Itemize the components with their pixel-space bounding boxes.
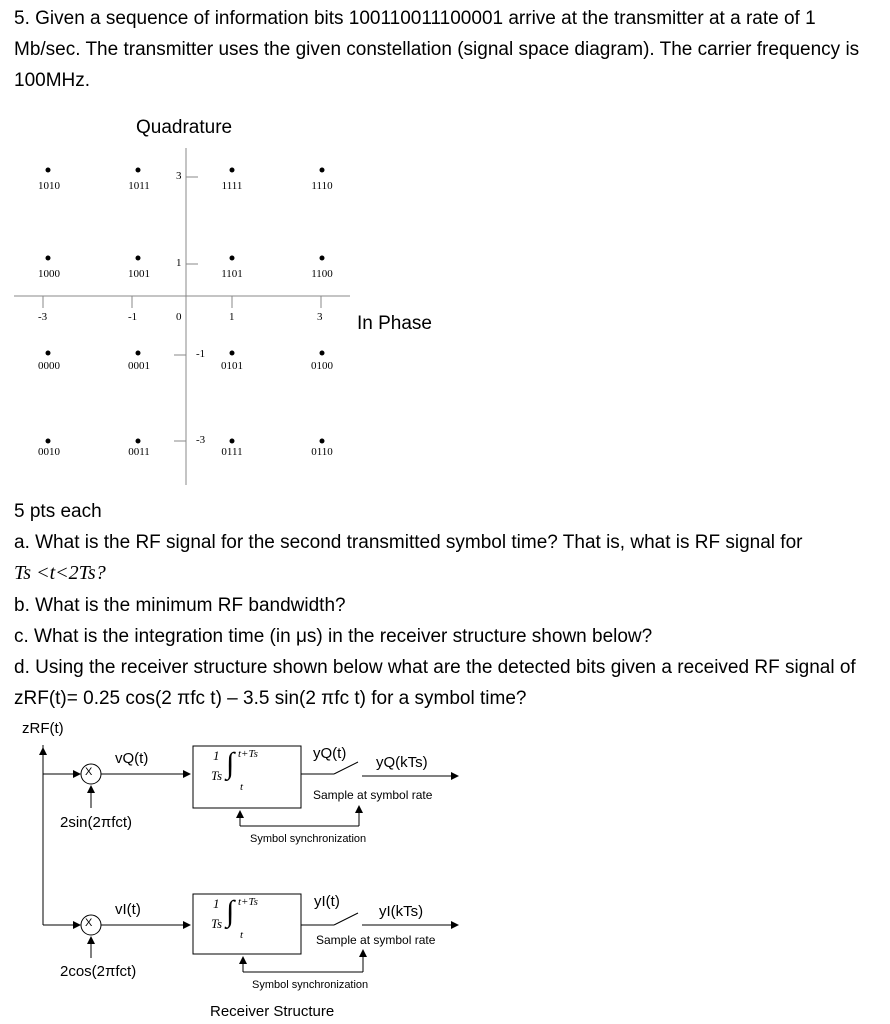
i-tick-label: 3 (317, 311, 323, 323)
constellation-point-label: 0110 (311, 446, 333, 458)
problem-intro-line-3: 100MHz. (14, 70, 91, 91)
question-c: c. What is the integration time (in μs) in the receiver structure shown below? (14, 626, 653, 647)
upper-sample-output-label: yQ(kTs) (376, 754, 428, 771)
constellation-point-label: 0010 (38, 446, 60, 458)
constellation-point-label: 1100 (311, 268, 333, 280)
upper-integral-icon: ∫ (226, 747, 235, 780)
constellation-point-label: 1010 (38, 180, 60, 192)
upper-multiplier-symbol: X (85, 766, 93, 778)
in-phase-axis-label: In Phase (357, 313, 432, 334)
lower-oscillator-label: 2cos(2πfct) (60, 963, 137, 980)
upper-integrator-lower-limit: t (240, 781, 244, 793)
input-signal-label: zRF(t) (22, 720, 64, 737)
upper-integrator-denominator: Ts (211, 768, 223, 783)
q-tick-label: 3 (176, 170, 182, 182)
lower-multiplier-symbol: X (85, 917, 93, 929)
q-tick-label: -1 (196, 348, 206, 360)
problem-intro-line-2: Mb/sec. The transmitter uses the given constellation (signal space diagram). The carrier frequency is (14, 39, 860, 60)
lower-integrator-upper-limit: t+Ts (238, 896, 258, 908)
constellation-point-label: 0011 (128, 446, 150, 458)
constellation-point-label: 0001 (128, 360, 150, 372)
upper-integrator-output-label: yQ(t) (313, 745, 347, 762)
constellation-point-label: 1000 (38, 268, 60, 280)
constellation-point-label: 1001 (128, 268, 150, 280)
problem-intro-line-1: 5. Given a sequence of information bits 100110011100001 arrive at the transmitter at a rate of 1 (14, 8, 816, 29)
question-b: b. What is the minimum RF bandwidth? (14, 595, 346, 616)
constellation-point-label: 0100 (311, 360, 333, 372)
constellation-point-label: 0101 (221, 360, 243, 372)
i-tick-label: -3 (38, 311, 48, 323)
lower-sync-label: Symbol synchronization (252, 979, 369, 991)
upper-mixer-output-label: vQ(t) (115, 750, 149, 767)
points-note: 5 pts each (14, 501, 102, 522)
constellation-point-label: 1110 (311, 180, 333, 192)
question-d-line-2: zRF(t)= 0.25 cos(2 πfc t) – 3.5 sin(2 πfc t) for a symbol time? (14, 688, 527, 709)
lower-integral-icon: ∫ (226, 895, 235, 928)
lower-mixer-output-label: vI(t) (115, 901, 141, 918)
constellation-point-label: 1011 (128, 180, 150, 192)
constellation-point-label: 0000 (38, 360, 60, 372)
upper-sampler-switch (334, 762, 358, 774)
lower-integrator-lower-limit: t (240, 929, 244, 941)
i-tick-label: -1 (128, 311, 138, 323)
upper-integrator-numerator: 1 (213, 748, 220, 763)
receiver-structure-title: Receiver Structure (210, 1003, 335, 1020)
lower-integrator-numerator: 1 (213, 896, 220, 911)
upper-oscillator-label: 2sin(2πfct) (60, 814, 133, 831)
q-tick-label: -3 (196, 434, 206, 446)
constellation-point-label: 1111 (221, 180, 243, 192)
question-a-line-1: a. What is the RF signal for the second transmitted symbol time? That is, what is RF signal for (14, 532, 803, 553)
constellation-point-label: 0111 (221, 446, 243, 458)
lower-sample-output-label: yI(kTs) (379, 903, 424, 920)
q-tick-label: 1 (176, 257, 182, 269)
i-tick-label: 1 (229, 311, 235, 323)
lower-integrator-output-label: yI(t) (314, 893, 340, 910)
question-d-line-1: d. Using the receiver structure shown below what are the detected bits given a received RF signal of (14, 657, 856, 678)
quadrature-axis-label: Quadrature (136, 117, 233, 138)
lower-integrator-denominator: Ts (211, 916, 223, 931)
upper-sync-label: Symbol synchronization (250, 833, 367, 845)
upper-sample-rate-label: Sample at symbol rate (313, 788, 433, 802)
upper-integrator-upper-limit: t+Ts (238, 748, 258, 760)
i-tick-label: 0 (176, 311, 182, 323)
lower-sampler-switch (334, 913, 358, 925)
constellation-point-label: 1101 (221, 268, 243, 280)
question-a-line-2: Ts <t<2Ts? (14, 562, 106, 584)
lower-sample-rate-label: Sample at symbol rate (316, 933, 436, 947)
